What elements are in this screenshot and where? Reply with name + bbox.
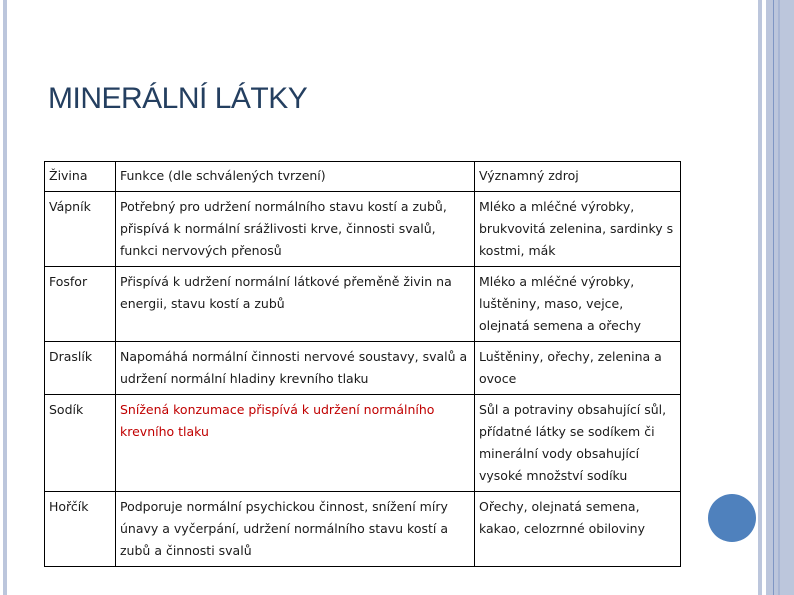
function-cell: Přispívá k udržení normální látkové přeměně živin na energii, stavu kostí a zubů [116,267,475,342]
decor-stripe [766,0,794,595]
table-row [45,342,681,395]
source-cell: Mléko a mléčné výrobky, brukvovitá zelenina, sardinky s kostmi, mák [475,192,681,267]
decor-stripe [773,0,774,595]
decor-stripe [758,0,762,595]
decor-stripe [778,0,780,595]
decor-circle [708,494,756,542]
table-row [45,267,681,342]
nutrient-cell: Sodík [45,395,116,492]
header-cell: Živina [45,162,116,192]
header-cell: Významný zdroj [475,162,681,192]
function-cell: Napomáhá normální činnosti nervové soustavy, svalů a udržení normální hladiny krevního tlaku [116,342,475,395]
minerals-table [44,161,681,567]
table-row [45,395,681,492]
nutrient-cell: Hořčík [45,492,116,567]
nutrient-cell: Draslík [45,342,116,395]
table-header-row [45,162,681,192]
nutrient-cell: Fosfor [45,267,116,342]
left-border [3,0,7,595]
source-cell: Ořechy, olejnatá semena, kakao, celozrnné obiloviny [475,492,681,567]
slide-title: MINERÁLNÍ LÁTKY [48,82,308,115]
header-cell: Funkce (dle schválených tvrzení) [116,162,475,192]
function-cell: Snížená konzumace přispívá k udržení normálního krevního tlaku [116,395,475,492]
source-cell: Mléko a mléčné výrobky, luštěniny, maso, vejce, olejnatá semena a ořechy [475,267,681,342]
function-cell: Potřebný pro udržení normálního stavu kostí a zubů, přispívá k normální srážlivosti krve, činnosti svalů, funkci nervových přenosů [116,192,475,267]
function-cell: Podporuje normální psychickou činnost, snížení míry únavy a vyčerpání, udržení normálního stavu kostí a zubů a činnosti svalů [116,492,475,567]
source-cell: Luštěniny, ořechy, zelenina a ovoce [475,342,681,395]
nutrient-cell: Vápník [45,192,116,267]
table-row [45,492,681,567]
source-cell: Sůl a potraviny obsahující sůl, přídatné látky se sodíkem či minerální vody obsahující vysoké množství sodíku [475,395,681,492]
table-row [45,192,681,267]
